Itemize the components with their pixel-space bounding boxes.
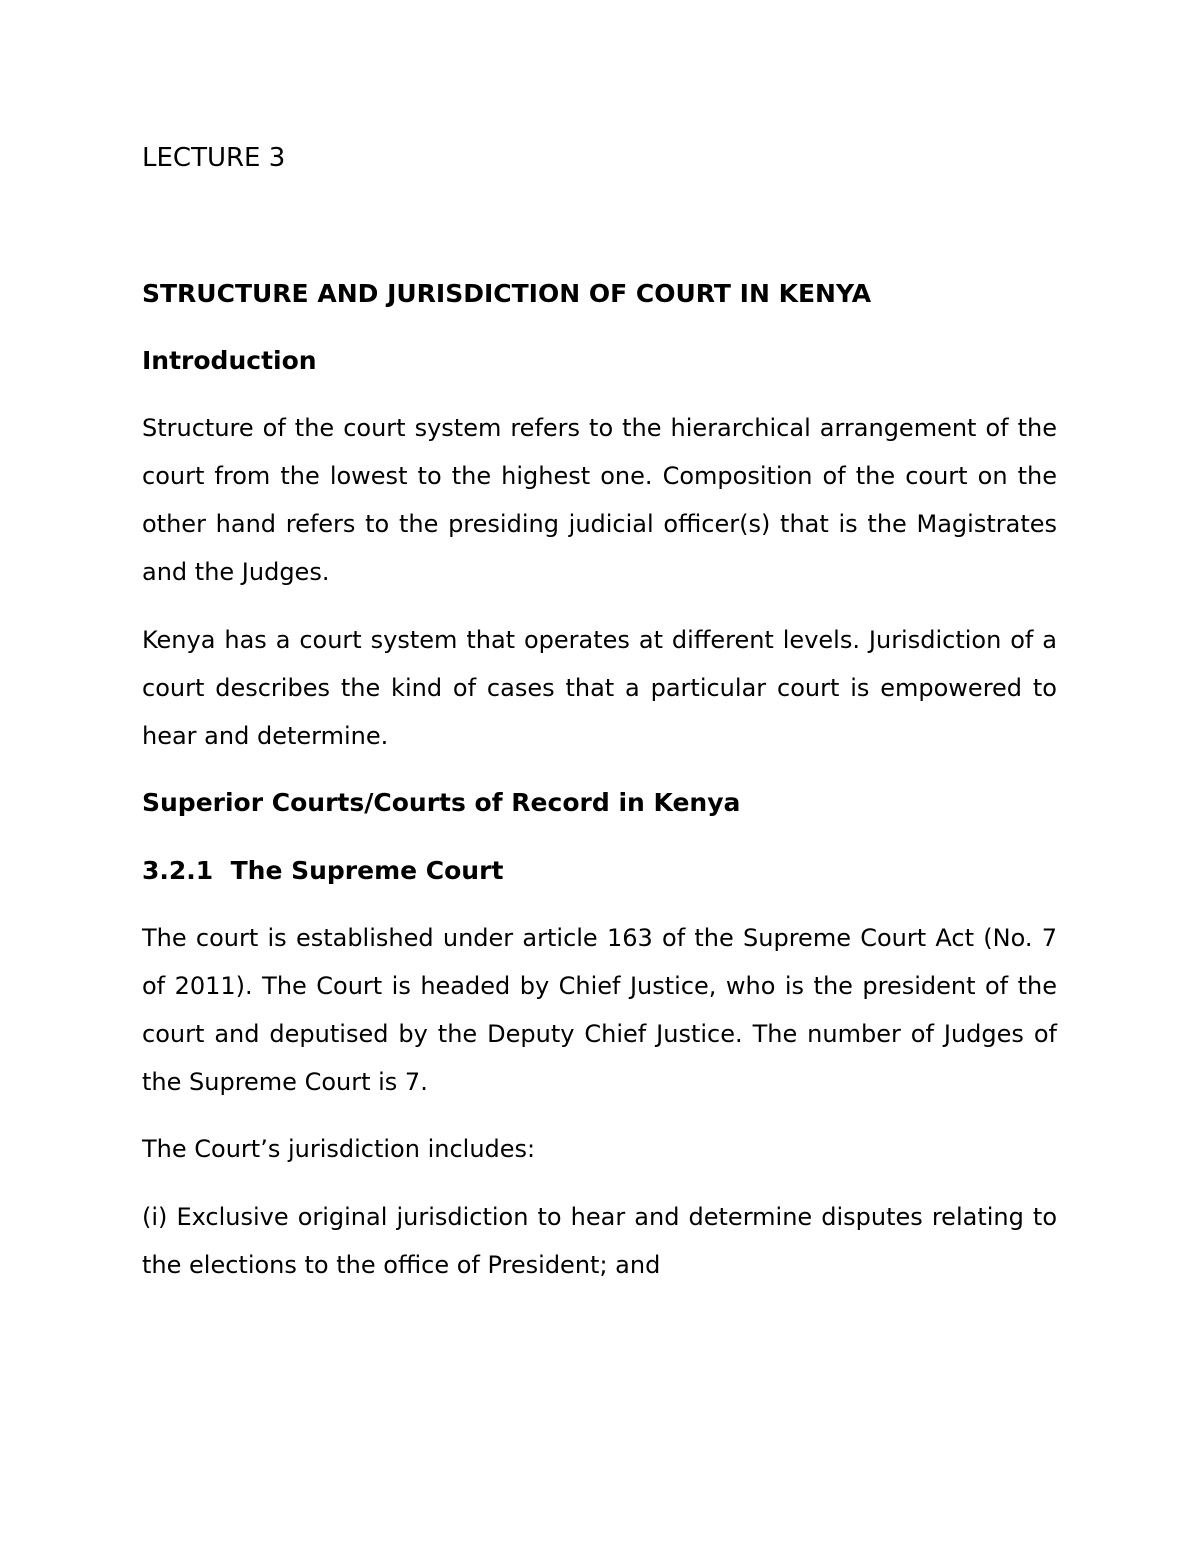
lecture-label: LECTURE 3 (142, 143, 286, 173)
introduction-heading: Introduction (142, 346, 317, 375)
document-title: STRUCTURE AND JURISDICTION OF COURT IN KENYA (142, 279, 872, 308)
superior-courts-heading: Superior Courts/Courts of Record in Kenya (142, 788, 741, 817)
supreme-court-heading: 3.2.1 The Supreme Court (142, 856, 504, 885)
jurisdiction-intro: The Court’s jurisdiction includes: (142, 1135, 536, 1163)
jurisdiction-item-1: (i) Exclusive original jurisdiction to hear and determine disputes relating to the elections to the office of President; and (142, 1203, 1057, 1279)
intro-paragraph-2: Kenya has a court system that operates at different levels. Jurisdiction of a court describes the kind of cases that a particular court is empowered to hear and determine. (142, 626, 1057, 750)
intro-paragraph-1: Structure of the court system refers to the hierarchical arrangement of the court from the lowest to the highest one. Composition of the court on the other hand refers to the presiding judicial officer(s) that is the Magistrates and the Judges. (142, 414, 1057, 586)
supreme-court-paragraph: The court is established under article 163 of the Supreme Court Act (No. 7 of 2011). The Court is headed by Chief Justice, who is the president of the court and deputised by the Deputy Chief Justice. The number of Judges of the Supreme Court is 7. (142, 924, 1057, 1096)
